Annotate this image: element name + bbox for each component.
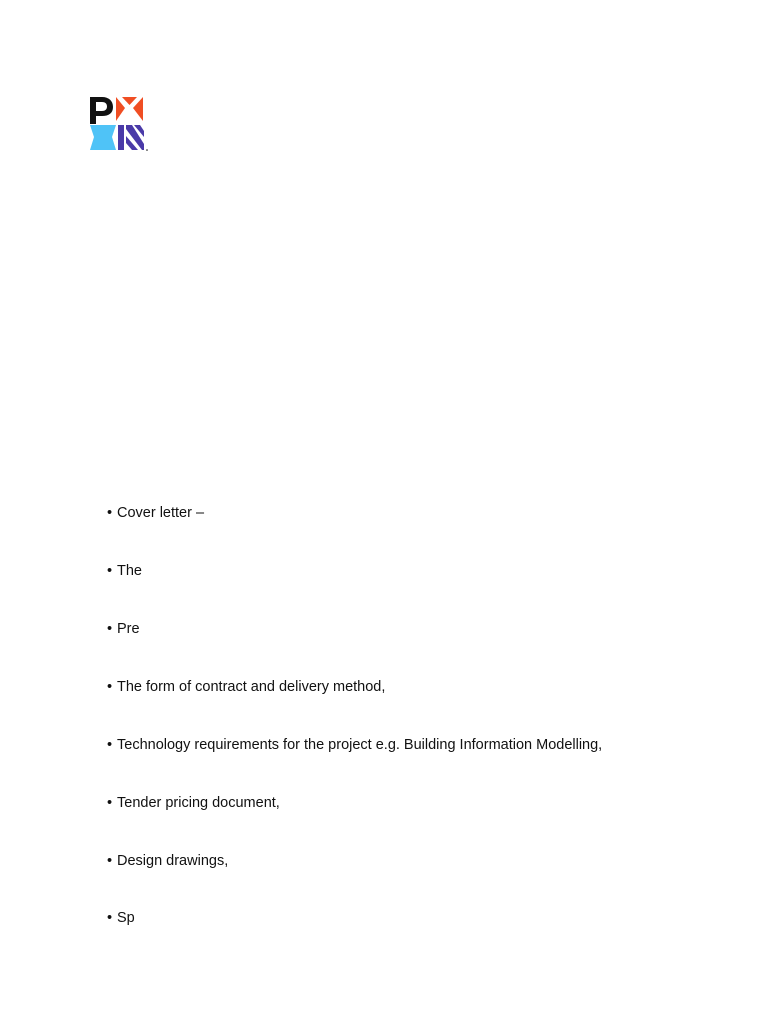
list-item-text: The form of contract and delivery method, xyxy=(117,679,386,695)
bullet-mark: • xyxy=(107,621,113,637)
list-item xyxy=(107,619,602,677)
bullet-mark: • xyxy=(107,563,113,579)
bullet-mark: • xyxy=(107,853,113,869)
bullet-mark: • xyxy=(107,795,113,811)
list-item xyxy=(107,503,602,561)
list-item xyxy=(107,851,602,908)
list-item-text: Tender pricing document, xyxy=(117,795,280,811)
bullet-mark: • xyxy=(107,679,113,695)
bullet-mark: • xyxy=(107,737,113,753)
list-item-text: Cover letter – xyxy=(117,505,205,521)
pmi-logo xyxy=(88,94,152,154)
bullet-list xyxy=(107,503,602,966)
pmi-logo-mark xyxy=(88,94,152,154)
list-item-text: Design drawings, xyxy=(117,853,229,869)
list-item xyxy=(107,677,602,735)
list-item-text: Pre xyxy=(117,621,140,637)
list-item xyxy=(107,908,602,966)
bullet-mark: • xyxy=(107,505,113,521)
list-item-text: Sp xyxy=(117,910,135,926)
list-item-text: Technology requirements for the project e.g. Building Information Modelling, xyxy=(117,737,603,753)
bullet-mark: • xyxy=(107,910,113,926)
list-item xyxy=(107,793,602,851)
list-item xyxy=(107,561,602,619)
list-item xyxy=(107,735,602,793)
list-item-text: The xyxy=(117,563,142,579)
